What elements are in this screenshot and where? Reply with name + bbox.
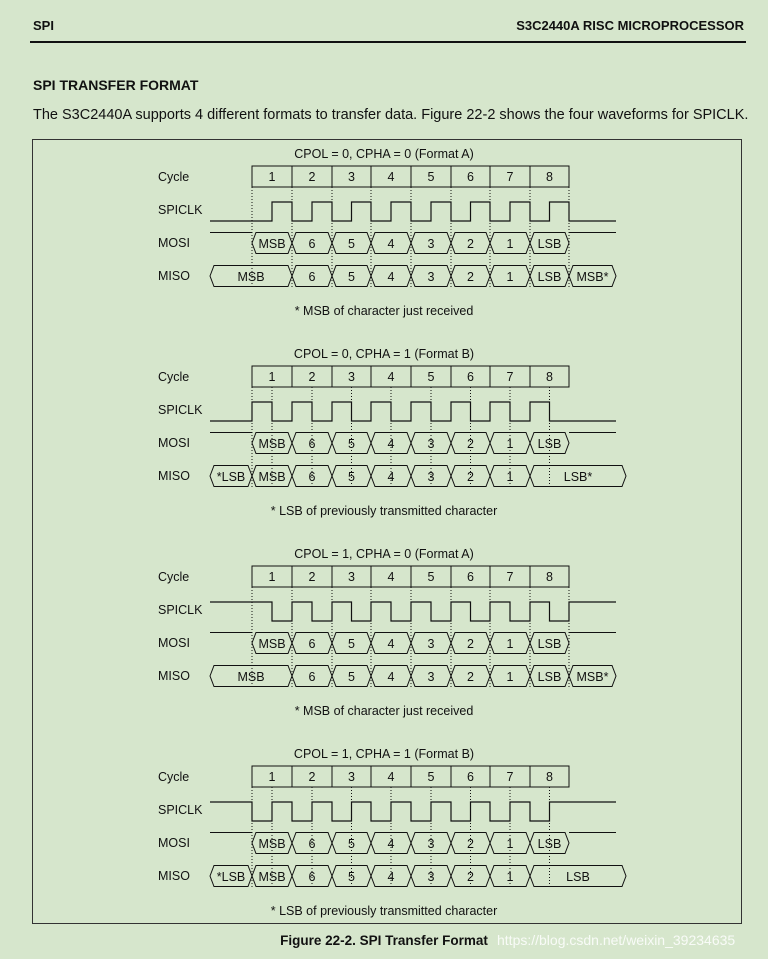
data-cell-label: MSB: [237, 670, 265, 684]
data-cell-label: 4: [387, 270, 395, 284]
data-cell-label: 2: [467, 270, 474, 284]
data-cell-label: LSB: [537, 637, 562, 651]
data-cell-label: 6: [308, 670, 316, 684]
data-cell-label: MSB: [237, 270, 265, 284]
diagram-footnote: * LSB of previously transmitted character: [270, 504, 498, 518]
data-cell-label: 1: [506, 670, 514, 684]
data-cell-label: 5: [348, 870, 355, 884]
data-cell-label: 1: [506, 637, 514, 651]
cycle-number: 2: [308, 770, 316, 784]
cycle-label: Cycle: [158, 570, 190, 584]
data-cell-label: 3: [427, 637, 435, 651]
data-cell-label: 3: [427, 470, 435, 484]
cycle-number: 2: [308, 170, 316, 184]
cycle-number: 5: [427, 370, 435, 384]
miso-label: MISO: [158, 869, 190, 883]
cycle-number: 2: [308, 370, 316, 384]
cycle-number: 1: [268, 570, 276, 584]
cycle-number: 1: [268, 170, 276, 184]
cycle-number: 6: [467, 370, 474, 384]
cycle-number: 4: [387, 570, 395, 584]
miso-label: MISO: [158, 269, 190, 283]
cycle-number: 6: [467, 570, 474, 584]
data-cell-label: 2: [467, 437, 474, 451]
data-cell-label: 5: [348, 437, 355, 451]
data-cell-label: 2: [467, 237, 474, 251]
mosi-label: MOSI: [158, 636, 190, 650]
miso-label: MISO: [158, 469, 190, 483]
data-cell-label: 2: [467, 670, 474, 684]
cycle-number: 3: [348, 370, 355, 384]
data-cell-label: LSB: [537, 270, 562, 284]
data-cell-label: *LSB: [216, 470, 246, 484]
diagram-footnote: * MSB of character just received: [294, 304, 474, 318]
data-cell-label: LSB: [537, 837, 562, 851]
watermark: https://blog.csdn.net/weixin_39234635: [497, 932, 736, 948]
data-cell-label: 5: [348, 670, 355, 684]
data-cell-label: 1: [506, 870, 514, 884]
data-cell-label: MSB: [258, 837, 286, 851]
data-cell-label: 1: [506, 837, 514, 851]
data-cell-label: LSB: [566, 870, 590, 884]
spiclk-waveform: [210, 202, 616, 221]
diagram-footnote: * LSB of previously transmitted character: [270, 904, 498, 918]
data-cell-label: 4: [387, 470, 395, 484]
spiclk-waveform: [210, 402, 616, 421]
timing-diagram-4: [158, 747, 626, 918]
figure-caption: Figure 22-2. SPI Transfer Format: [280, 933, 488, 948]
data-cell-label: 3: [427, 670, 435, 684]
data-cell-label: 3: [427, 837, 435, 851]
data-cell-label: 4: [387, 870, 395, 884]
cycle-number: 3: [348, 170, 355, 184]
cycle-number: 5: [427, 770, 435, 784]
data-cell-label: 6: [308, 837, 316, 851]
timing-diagram-3: [158, 547, 616, 718]
diagram-title: CPOL = 1, CPHA = 0 (Format A): [294, 547, 474, 561]
data-cell-label: MSB: [258, 870, 286, 884]
data-cell-label: 6: [308, 637, 316, 651]
cycle-label: Cycle: [158, 770, 190, 784]
data-cell-label: MSB: [258, 437, 286, 451]
section-title: SPI TRANSFER FORMAT: [33, 77, 199, 93]
header-chapter: SPI: [33, 18, 54, 33]
data-cell-label: LSB*: [563, 470, 593, 484]
cycle-number: 4: [387, 770, 395, 784]
data-cell-label: MSB: [258, 237, 286, 251]
data-cell-label: 4: [387, 437, 395, 451]
cycle-number: 3: [348, 770, 355, 784]
diagram-footnote: * MSB of character just received: [294, 704, 474, 718]
data-cell-label: 2: [467, 470, 474, 484]
cycle-number: 3: [348, 570, 355, 584]
intro-paragraph: The S3C2440A supports 4 different formats to transfer data. Figure 22-2 shows the four waveforms for SPICLK.: [33, 107, 749, 123]
cycle-number: 2: [308, 570, 316, 584]
data-cell-label: *LSB: [216, 870, 246, 884]
cycle-number: 7: [506, 770, 514, 784]
data-cell-label: 2: [467, 637, 474, 651]
cycle-number: 4: [387, 370, 395, 384]
data-cell-label: 5: [348, 637, 355, 651]
data-cell-label: 3: [427, 870, 435, 884]
cycle-number: 7: [506, 570, 514, 584]
cycle-number: 7: [506, 370, 514, 384]
timing-diagram-1: [158, 147, 616, 318]
data-cell-label: 6: [308, 237, 316, 251]
data-cell-label: 4: [387, 837, 395, 851]
data-cell-label: 2: [467, 870, 474, 884]
cycle-number: 5: [427, 170, 435, 184]
cycle-label: Cycle: [158, 170, 190, 184]
data-cell-label: 6: [308, 470, 316, 484]
data-cell-label: 4: [387, 637, 395, 651]
cycle-number: 8: [546, 770, 553, 784]
cycle-number: 7: [506, 170, 514, 184]
spiclk-label: SPICLK: [158, 803, 203, 817]
data-cell-label: 5: [348, 237, 355, 251]
diagram-title: CPOL = 0, CPHA = 1 (Format B): [293, 347, 475, 361]
data-cell-label: 5: [348, 837, 355, 851]
data-cell-label: MSB: [258, 470, 286, 484]
data-cell-label: MSB*: [576, 670, 609, 684]
data-cell-label: 1: [506, 270, 514, 284]
spiclk-label: SPICLK: [158, 403, 203, 417]
cycle-number: 4: [387, 170, 395, 184]
diagram-title: CPOL = 1, CPHA = 1 (Format B): [293, 747, 475, 761]
data-cell-label: 5: [348, 470, 355, 484]
data-cell-label: 4: [387, 237, 395, 251]
mosi-label: MOSI: [158, 836, 190, 850]
cycle-label: Cycle: [158, 370, 190, 384]
data-cell-label: 6: [308, 270, 316, 284]
mosi-label: MOSI: [158, 236, 190, 250]
data-cell-label: MSB: [258, 637, 286, 651]
cycle-number: 6: [467, 170, 474, 184]
timing-diagram-2: [158, 347, 626, 518]
cycle-number: 1: [268, 770, 276, 784]
data-cell-label: 4: [387, 670, 395, 684]
spiclk-label: SPICLK: [158, 203, 203, 217]
spiclk-label: SPICLK: [158, 603, 203, 617]
miso-label: MISO: [158, 669, 190, 683]
spiclk-waveform: [210, 602, 616, 621]
cycle-number: 6: [467, 770, 474, 784]
data-cell-label: 3: [427, 270, 435, 284]
cycle-number: 5: [427, 570, 435, 584]
data-cell-label: LSB: [537, 670, 562, 684]
spiclk-waveform: [210, 802, 616, 821]
header-product: S3C2440A RISC MICROPROCESSOR: [516, 18, 744, 33]
data-cell-label: 6: [308, 870, 316, 884]
data-cell-label: 2: [467, 837, 474, 851]
data-cell-label: LSB: [537, 237, 562, 251]
data-cell-label: 1: [506, 470, 514, 484]
data-cell-label: 6: [308, 437, 316, 451]
cycle-number: 8: [546, 370, 553, 384]
data-cell-label: LSB: [537, 437, 562, 451]
cycle-number: 8: [546, 570, 553, 584]
data-cell-label: 3: [427, 237, 435, 251]
cycle-number: 1: [268, 370, 276, 384]
data-cell-label: 1: [506, 437, 514, 451]
mosi-label: MOSI: [158, 436, 190, 450]
data-cell-label: MSB*: [576, 270, 609, 284]
data-cell-label: 3: [427, 437, 435, 451]
diagram-title: CPOL = 0, CPHA = 0 (Format A): [294, 147, 474, 161]
data-cell-label: 5: [348, 270, 355, 284]
cycle-number: 8: [546, 170, 553, 184]
data-cell-label: 1: [506, 237, 514, 251]
